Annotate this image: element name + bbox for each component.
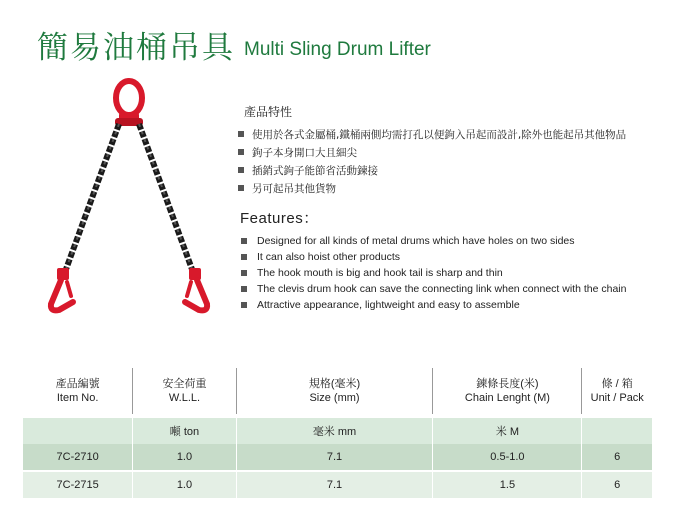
list-item: 插銷式鉤子能節省活動鍊接 xyxy=(238,162,626,178)
square-bullet-icon xyxy=(241,254,247,260)
drum-lifter-illustration xyxy=(35,76,225,326)
list-item: 另可起吊其他貨物 xyxy=(238,180,626,196)
table-cell: 6 xyxy=(614,479,621,491)
list-item: 使用於各式金屬桶,鐵桶兩側均需打孔以便鉤入吊起而設計,除外也能起吊其他物品 xyxy=(238,126,626,142)
table-cell: 6 xyxy=(614,451,621,463)
features-en-list xyxy=(241,233,626,313)
square-bullet-icon xyxy=(238,167,244,173)
table-cell: 噸 ton xyxy=(133,418,236,444)
header-wll: 安全荷重 W.L.L. xyxy=(133,368,236,414)
square-bullet-icon xyxy=(241,286,247,292)
table-cell: 1.0 xyxy=(133,444,236,470)
square-bullet-icon xyxy=(238,149,244,155)
features-en-heading: Features： xyxy=(240,210,319,227)
square-bullet-icon xyxy=(238,185,244,191)
page-title-en: Multi Sling Drum Lifter xyxy=(244,39,431,60)
square-bullet-icon xyxy=(238,131,244,137)
chain-left-icon xyxy=(65,124,119,272)
header-item-no: 產品編號 Item No. xyxy=(23,368,133,414)
features-zh-heading: 產品特性 xyxy=(244,105,293,119)
table-header-row xyxy=(23,364,652,418)
page-title-zh: 簡易油桶吊具 xyxy=(37,30,235,66)
master-ring-icon xyxy=(115,81,143,126)
table-cell: 米 M xyxy=(433,418,582,444)
table-cell xyxy=(582,418,652,444)
spec-table xyxy=(23,364,652,498)
hook-left-icon xyxy=(51,268,73,310)
header-size: 規格(毫米) Size (mm) xyxy=(237,368,434,414)
table-cell: 1.5 xyxy=(433,472,582,498)
table-cell: 毫米 mm xyxy=(237,418,434,444)
table-cell xyxy=(23,418,133,444)
table-units-row xyxy=(23,418,652,444)
hook-right-icon xyxy=(185,268,207,310)
list-item: It can also hoist other products xyxy=(241,249,626,265)
chain-right-icon xyxy=(139,124,193,272)
table-cell: 0.5-1.0 xyxy=(433,444,582,470)
square-bullet-icon xyxy=(241,270,247,276)
list-item: Designed for all kinds of metal drums which have holes on two sides xyxy=(241,233,626,249)
table-row xyxy=(23,472,652,498)
list-item: The hook mouth is big and hook tail is sharp and thin xyxy=(241,265,626,281)
features-zh-list xyxy=(238,126,626,198)
table-cell: 7C-2715 xyxy=(23,472,133,498)
table-cell: 7.1 xyxy=(237,444,434,470)
table-cell: 1.0 xyxy=(133,472,236,498)
list-item: The clevis drum hook can save the connecting link when connect with the chain xyxy=(241,281,626,297)
table-cell: 7.1 xyxy=(237,472,434,498)
square-bullet-icon xyxy=(241,302,247,308)
header-unit-pack: 條 / 箱 Unit / Pack xyxy=(590,378,644,404)
table-row xyxy=(23,444,652,470)
header-chain-length: 鍊條長度(米) Chain Lenght (M) xyxy=(433,368,582,414)
square-bullet-icon xyxy=(241,238,247,244)
list-item: Attractive appearance, lightweight and easy to assemble xyxy=(241,297,626,313)
list-item: 鉤子本身開口大且細尖 xyxy=(238,144,626,160)
table-cell: 7C-2710 xyxy=(23,444,133,470)
